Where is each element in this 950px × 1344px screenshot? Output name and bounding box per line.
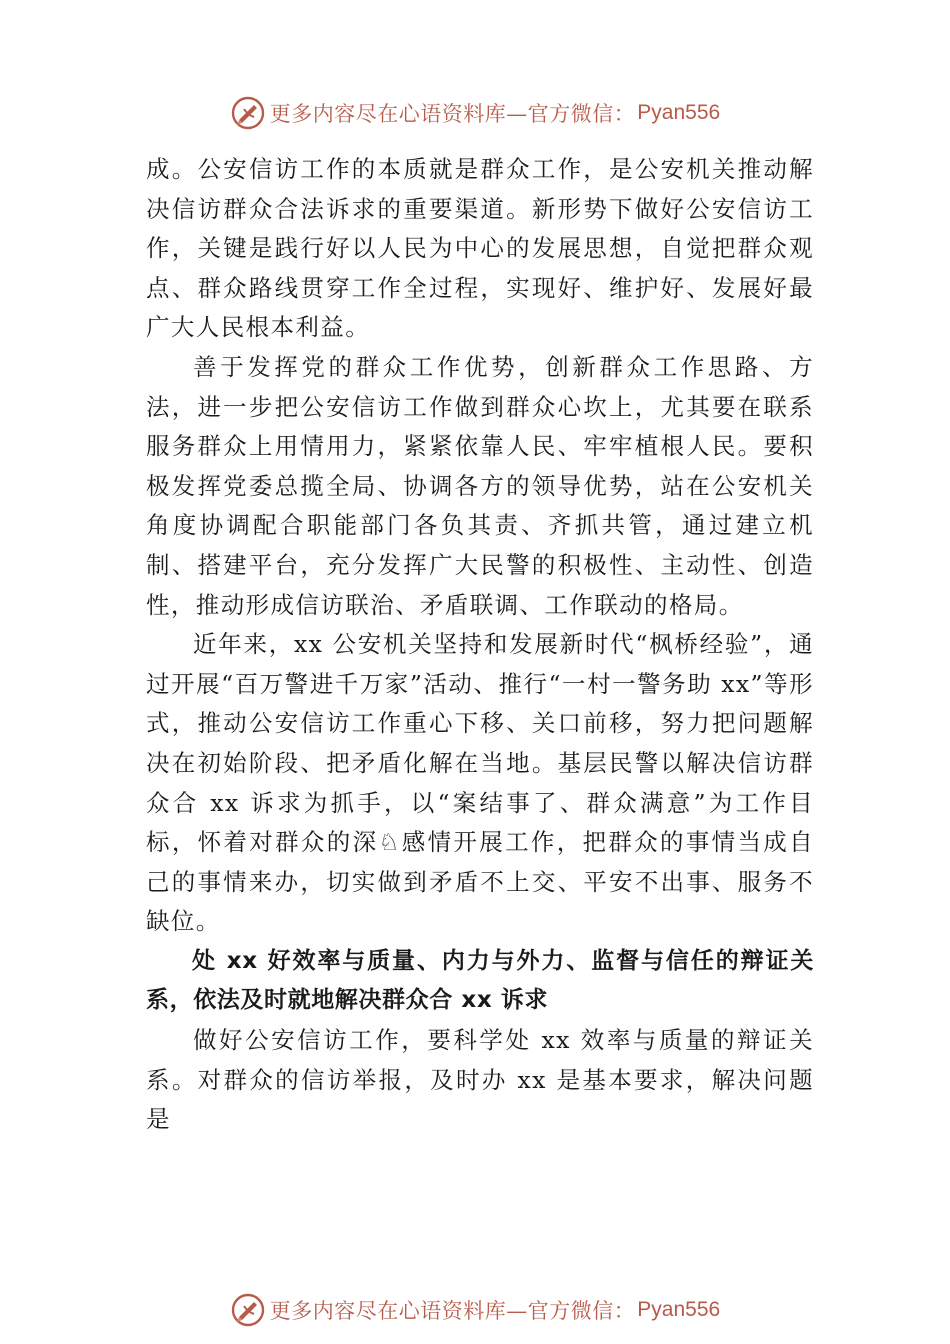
paragraph-4: 做好公安信访工作，要科学处 xx 效率与质量的辩证关系。对群众的信访举报，及时办 xx 是基本要求，解决问题是 <box>146 1026 814 1134</box>
watermark-text: 更多内容尽在心语资料库—官方微信： <box>269 102 636 126</box>
watermark-wechat-id: Pyan556 <box>637 1298 721 1321</box>
section-heading: 处 xx 好效率与质量、内力与外力、监督与信任的辩证关系，依法及时就地解决群众合 xx 诉求 <box>146 947 814 1014</box>
pen-seal-logo-icon <box>230 95 266 131</box>
paragraph-2: 善于发挥党的群众工作优势，创新群众工作思路、方法，进一步把公安信访工作做到群众心坎上，尤其要在联系服务群众上用情用力，紧紧依靠人民、牢牢植根人民。要积极发挥党委总揽全局、协调各方的领导优势，站在公安机关角度协调配合职能部门各负其责、齐抓共管，通过建立机制、搭建平台，充分发挥广大民警的积极性、主动性、创造性，推动形成信访联治、矛盾联调、工作联动的格局。 <box>146 352 814 619</box>
pen-seal-logo-icon <box>230 1292 266 1328</box>
footer-watermark <box>0 1290 950 1330</box>
paragraph-3: 近年来，xx 公安机关坚持和发展新时代“枫桥经验”，通过开展“百万警进千万家”活动、推行“一村一警务助 xx”等形式，推动公安信访工作重心下移、关口前移，努力把问题解决在初始阶段、把矛盾化解在当地。基层民警以解决信访群众合 xx 诉求为抓手，以“案结事了、群众满意”为工作目标，怀着对群众的深♘感情开展工作，把群众的事情当成自己的事情来办，切实做到矛盾不上交、平安不出事、服务不缺位。 <box>146 630 814 936</box>
watermark-text: 更多内容尽在心语资料库—官方微信： <box>269 1299 636 1323</box>
header-watermark <box>0 93 950 133</box>
document-body <box>146 150 814 1140</box>
watermark-wechat-id: Pyan556 <box>637 101 721 124</box>
paragraph-1: 成。公安信访工作的本质就是群众工作，是公安机关推动解决信访群众合法诉求的重要渠道。新形势下做好公安信访工作，关键是践行好以人民为中心的发展思想，自觉把群众观点、群众路线贯穿工作全过程，实现好、维护好、发展好最广大人民根本利益。 <box>146 155 814 342</box>
